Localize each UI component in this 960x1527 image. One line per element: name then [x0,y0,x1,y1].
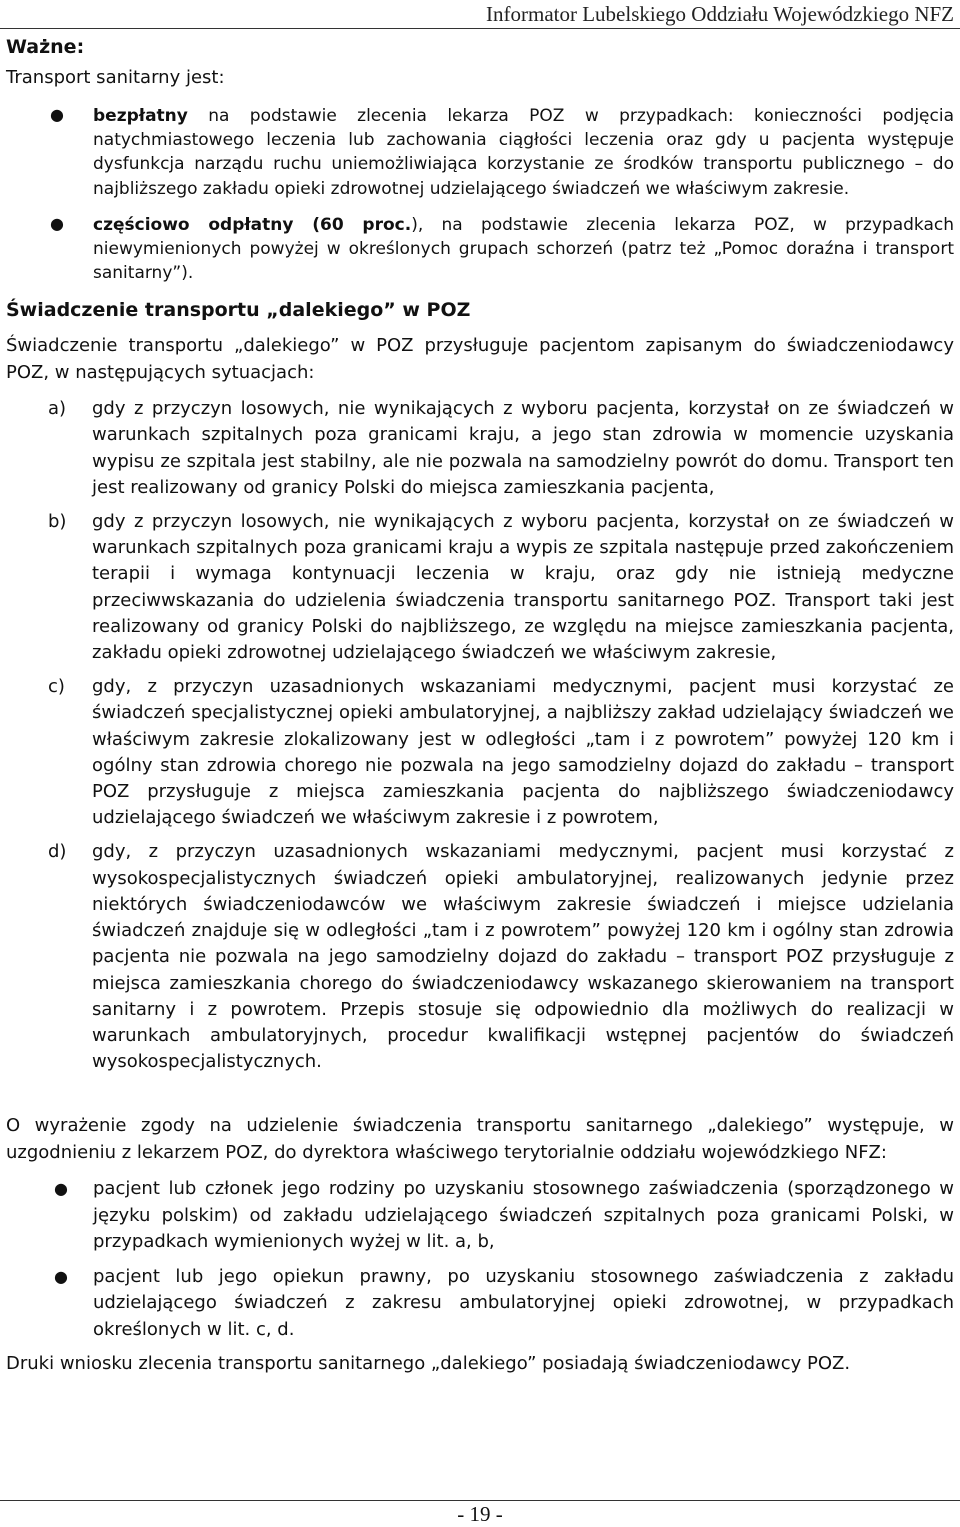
transport-type-list [6,104,954,285]
item-text: na podstawie zlecenia lekarza POZ w przypadkach: konieczności podjęcia natychmiastowego leczenia lub zachowania ciągłości leczenia oraz gdy u pacjenta występuje dysfunkcja narządu ruchu uniemożliwiająca korzystanie ze środków transportu publicznego – do najbliższego zakładu opieki zdrowotnej udzielającego świadczeń we właściwym zakresie. [93,106,954,199]
list-item [6,839,954,1075]
item-text: gdy, z przyczyn uzasadnionych wskazaniami medycznymi, pacjent musi korzystać ze świadczeń specjalistycznej opieki ambulatoryjnej, a najbliższy zakład udzielający świadczeń we właściwym zakresie zlokalizowany jest w odległości „tam i z powrotem” powyżej 120 km i ogólny stan zdrowia chorego nie pozwala na jego samodzielny dojazd do zakładu – transport POZ przysługuje z miejsca zamieszkania pacjenta do najbliższego świadczeniodawcy udzielającego świadczeń we właściwym zakresie i z powrotem, [92,676,954,829]
list-item [6,1176,954,1256]
running-header: Informator Lubelskiego Oddziału Wojewódzkiego NFZ [486,2,954,26]
important-subtitle: Transport sanitarny jest: [6,67,225,88]
list-item [6,104,954,201]
important-title: Ważne: [6,36,85,58]
spacer [6,1083,954,1113]
bullet-icon: ● [50,105,64,124]
list-item [6,509,954,666]
item-letter: c) [48,676,65,698]
page-number: - 19 - [457,1502,503,1526]
section-lead: Świadczenie transportu „dalekiego” w POZ przysługuje pacjentom zapisanym do świadczeniodawcy POZ, w następujących sytuacjach: [6,335,954,383]
footer-divider [0,1500,960,1501]
list-item [6,396,954,501]
list-item [6,213,954,286]
item-text: gdy z przyczyn losowych, nie wynikających z wyboru pacjenta, korzystał on ze świadczeń w warunkach szpitalnych poza granicami kraju, a jego stan zdrowia w momencie uzyskania wypisu ze szpitala jest stabilny, ale nie pozwala na samodzielny powrót do domu. Transport ten jest realizowany od granicy Polski do miejsca zamieszkania pacjenta, [92,398,954,498]
consent-list [6,1176,954,1343]
list-item [6,674,954,831]
page-content [6,34,954,1378]
header-divider [0,28,960,29]
item-letter: d) [48,841,67,863]
closing-paragraph: Druki wniosku zlecenia transportu sanitarnego „dalekiego” posiadają świadczeniodawcy POZ. [6,1353,851,1375]
bullet-icon: ● [54,1179,68,1199]
bullet-icon: ● [54,1266,68,1286]
item-text: ), na podstawie zlecenia lekarza POZ, w przypadkach niewymienionych powyżej w określonych grupach schorzeń (patrz też „Pomoc doraźna i transport sanitarny”). [93,214,954,284]
list-item [6,1264,954,1344]
item-letter: b) [48,511,67,533]
item-text: pacjent lub jego opiekun prawny, po uzyskaniu stosownego zaświadczenia z zakładu udzielającego świadczeń z zakresu ambulatoryjnej opieki zdrowotnej, w przypadkach określonych w lit. c, d. [93,1265,954,1340]
section-title: Świadczenie transportu „dalekiego” w POZ [6,299,471,322]
item-text: gdy z przyczyn losowych, nie wynikających z wyboru pacjenta, korzystał on ze świadczeń w warunkach szpitalnych poza granicami kraju a wypis ze szpitala następuje przed zakończeniem terapii i wymaga kontynuacji leczenia w kraju, oraz gdy nie istnieją medyczne przeciwwskazania do udzielenia świadczenia transportu sanitarnego POZ. Transport taki jest realizowany od granicy Polski do najbliższego, ze względu na miejsce zamieszkania pacjenta, zakładu opieki zdrowotnej udzielającego świadczeń we właściwym zakresie, [92,511,954,664]
item-bold-label: częściowo odpłatny (60 proc. [93,214,412,235]
bullet-icon: ● [50,213,64,233]
item-bold-label: bezpłatny [93,106,188,126]
cases-list [6,396,954,1075]
item-text: pacjent lub członek jego rodziny po uzyskaniu stosownego zaświadczenia (sporządzonego w języku polskim) od zakładu udzielającego świadczeń szpitalnych poza granicami Polski, w przypadkach wymienionych wyżej w lit. a, b, [93,1178,954,1253]
item-letter: a) [48,398,67,420]
item-text: gdy, z przyczyn uzasadnionych wskazaniami medycznymi, pacjent musi korzystać z wysokospecjalistycznych świadczeń opieki ambulatoryjnej, realizowanych jedynie przez niektórych świadczeniodawców we właściwym zakresie świadczeń i miejsce udzielania świadczeń znajduje się w odległości „tam i z powrotem” powyżej 120 km i ogólny stan zdrowia pacjenta nie pozwala na jego samodzielny dojazd do zakładu – transport POZ przysługuje z miejsca zamieszkania chorego do świadczeniodawcy wskazanego skierowaniem na transport sanitarny i z powrotem. Przepis stosuje się odpowiednio dla możliwych do realizacji w warunkach ambulatoryjnych, procedur kwalifikacji wstępnej pacjentów do świadczeń wysokospecjalistycznych. [92,841,954,1073]
consent-paragraph: O wyrażenie zgody na udzielenie świadczenia transportu sanitarnego „dalekiego” występuje, w uzgodnieniu z lekarzem POZ, do dyrektora właściwego terytorialnie oddziału wojewódzkiego NFZ: [6,1115,954,1163]
